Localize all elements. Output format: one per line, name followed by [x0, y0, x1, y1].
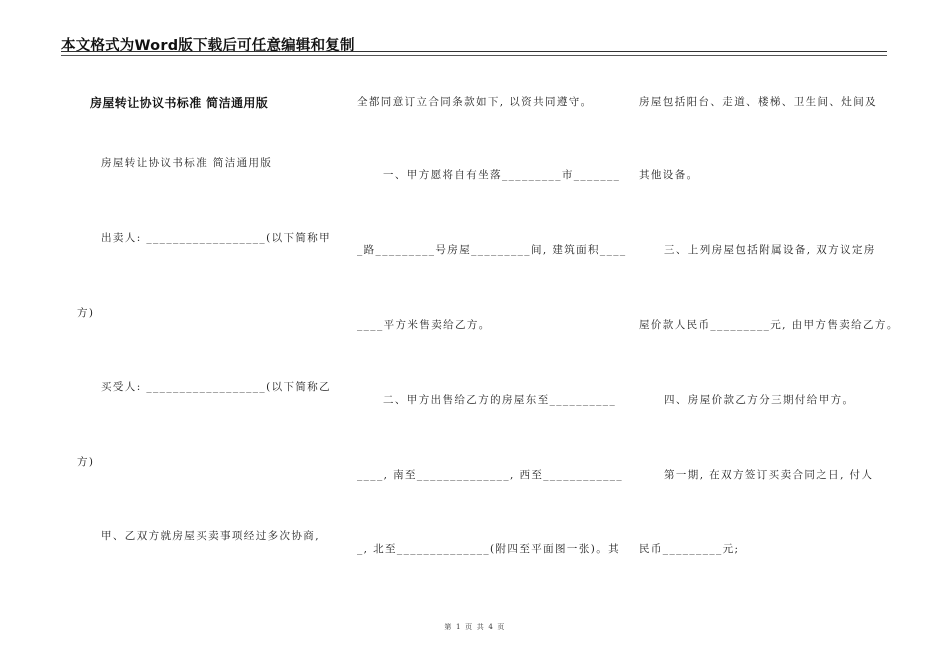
text-line: 二、甲方出售给乙方的房屋东至__________	[383, 394, 617, 406]
text-line: 全都同意订立合同条款如下, 以资共同遵守。	[357, 96, 593, 108]
text-line: _, 北至______________(附四至平面图一张)。其	[357, 543, 621, 555]
text-line: 一、甲方愿将自有坐落_________市_______	[383, 169, 621, 181]
text-line: 屋价款人民币_________元, 由甲方售卖给乙方。	[639, 319, 899, 331]
header-rule-thick	[61, 51, 887, 52]
text-line: 其他设备。	[639, 169, 699, 181]
text-line: 方)	[77, 307, 95, 319]
text-line: _路_________号房屋_________间, 建筑面积____	[357, 244, 627, 256]
text-line: 买受人: __________________(以下简称乙	[101, 381, 332, 393]
text-line: 方)	[77, 456, 95, 468]
text-line: 四、房屋价款乙方分三期付给甲方。	[664, 394, 855, 406]
text-line: 三、上列房屋包括附属设备, 双方议定房	[664, 244, 876, 256]
page-header: 本文格式为Word版下载后可任意编辑和复制	[61, 38, 355, 54]
document-title: 房屋转让协议书标准 简洁通用版	[90, 96, 269, 110]
text-line: ____, 南至______________, 西至____________	[357, 469, 624, 481]
text-line: 第一期, 在双方签订买卖合同之日, 付人	[664, 469, 874, 481]
page-footer: 第 1 页 共 4 页	[444, 623, 506, 631]
text-line: 甲、乙双方就房屋买卖事项经过多次协商,	[101, 530, 320, 542]
header-rule-thin	[61, 55, 887, 56]
text-line: 房屋转让协议书标准 简洁通用版	[101, 157, 273, 169]
text-line: 房屋包括阳台、走道、楼梯、卫生间、灶间及	[639, 96, 877, 108]
text-line: 出卖人: __________________(以下简称甲	[101, 232, 332, 244]
text-line: 民币_________元;	[639, 543, 740, 555]
text-line: ____平方米售卖给乙方。	[357, 319, 491, 331]
